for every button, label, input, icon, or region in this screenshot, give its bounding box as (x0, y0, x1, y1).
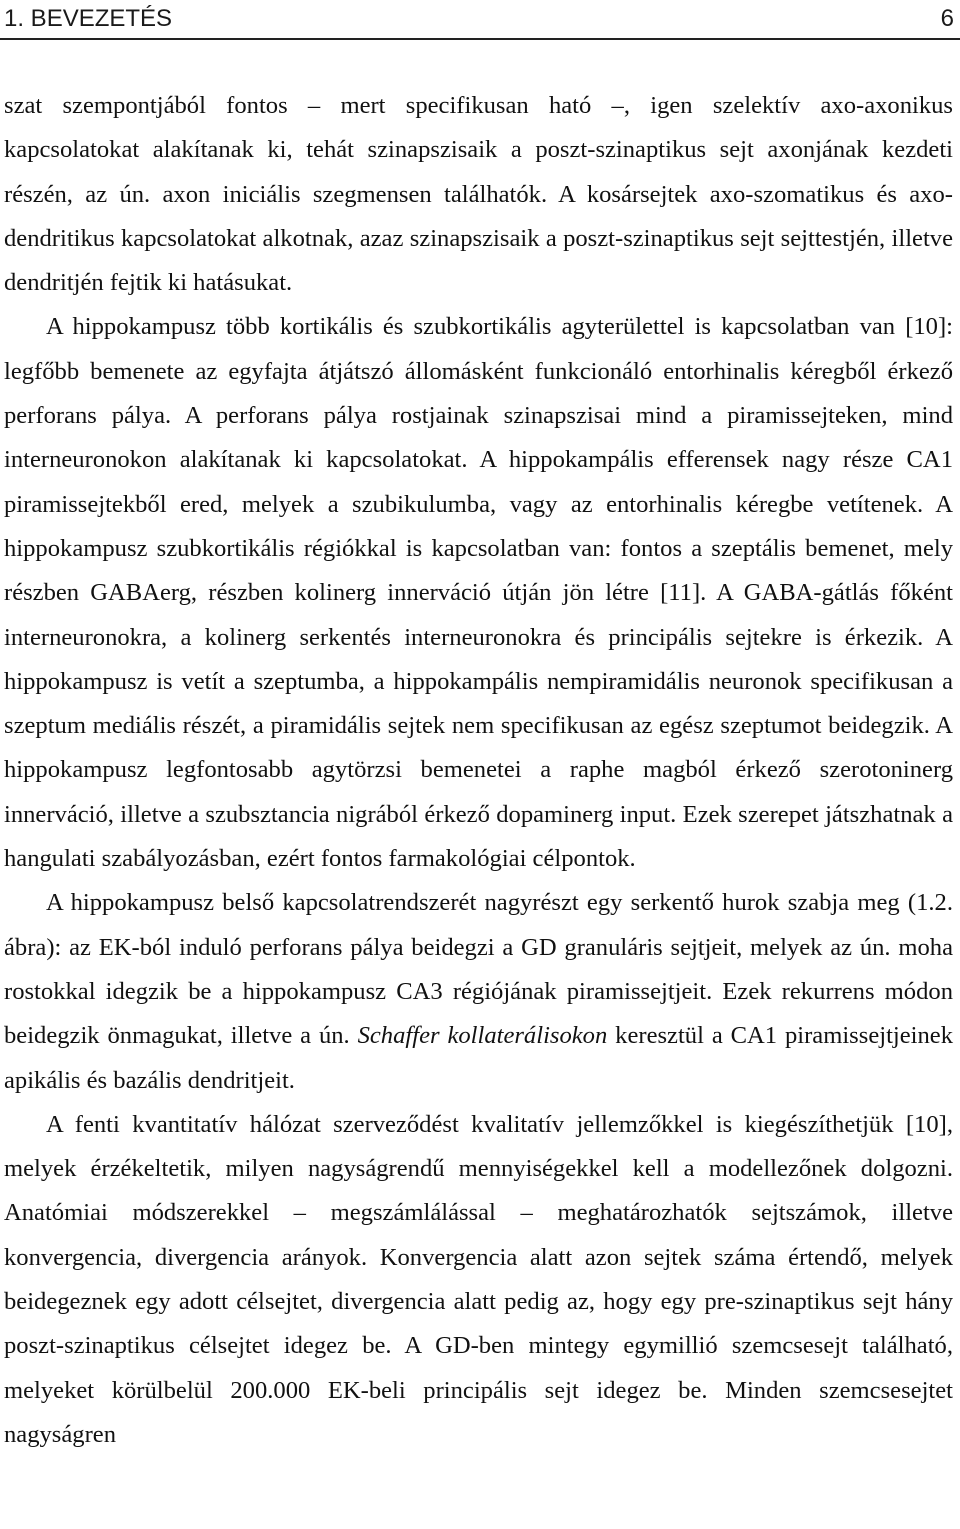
page-number: 6 (940, 5, 954, 32)
paragraph-text: keresztül a CA1 piramissejtjeinek apikális és bazális dendritjeit. (4, 1022, 953, 1094)
paragraph-connections (4, 305, 953, 881)
paragraph-quantitative (4, 1103, 953, 1457)
paragraph-internal-circuit (4, 881, 953, 1102)
running-header (4, 2, 954, 36)
paragraph-text: A fenti kvantitatív hálózat szerveződést kvalitatív jellemzőkkel is kiegészíthetjük [10], melyek érzékeltetik, milyen nagyságrendű mennyiségekkel kell a modellezőnek dolgozni. Anatómiai módszerekkel – megszámlálással – meghatározhatók sejtszámok, illetve konvergencia, divergencia arányok. Konvergencia alatt azon sejtek száma értendő, melyek beidegeznek egy adott célsejtet, divergencia alatt pedig az, hogy egy pre-szinaptikus sejt hány poszt-szinaptikus célsejtet idegez be. A GD-ben mintegy egymillió szemcsesejt található, melyeket körülbelül 200.000 EK-beli principális sejt idegez be. Minden szemcsesejtet nagyságren (4, 1110, 953, 1448)
paragraph-text: szat szempontjából fontos – mert specifikusan ható –, igen szelektív axo-axonikus kapcsolatokat alakítanak ki, tehát szinapszisaik a poszt-szinaptikus sejt axonjának kezdeti részén, az ún. axon iniciális szegmensen találhatók. A kosársejtek axo-szomatikus és axo-dendritikus kapcsolatokat alkotnak, azaz szinapszisaik a poszt-szinaptikus sejt sejttestjén, illetve dendritjén fejtik ki hatásukat. (4, 92, 953, 297)
paragraph-continuation (4, 84, 953, 305)
chapter-title: 1. BEVEZETÉS (4, 5, 173, 32)
italic-term: Schaffer kollaterálisokon (357, 1022, 608, 1050)
paragraph-text: A hippokampusz belső kapcsolatrendszerét nagyrészt egy serkentő hurok szabja meg (1.2. ábra): az EK-ból induló perforans pálya beidegzi a GD granuláris sejtjeit, melyek az ún. moha rostokkal idegzik be a hippokampusz CA3 régiójának piramissejtjeit. Ezek rekurrens módon beidegzik önmagukat, illetve a ún. (4, 889, 953, 1050)
paragraph-text: A hippokampusz több kortikális és szubkortikális agyterülettel is kapcsolatban van [10]: legfőbb bemenete az egyfajta átjátszó állomásként funkcionáló entorhinalis kéregből érkező perforans pálya. A perforans pálya rostjainak szinapszisai mind a piramissejteken, mind interneuronokon alakítanak ki kapcsolatokat. A hippokampális efferensek nagy része CA1 piramissejtekből ered, melyek a szubikulumba, vagy az entorhinalis kéregbe vetítenek. A hippokampusz szubkortikális régiókkal is kapcsolatban van: fontos a szeptális bemenet, mely részben GABAerg, részben kolinerg innerváció útján jön létre [11]. A GABA-gátlás főként interneuronokra, a kolinerg serkentés interneuronokra és principális sejtekre is érkezik. A hippokampusz is vetít a szeptumba, a hippokampális nempiramidális neuronok specifikusan a szeptum mediális részét, a piramidális sejtek nem specifikusan az egész szeptumot beidegzik. A hippokampusz legfontosabb agytörzsi bemenetei a raphe magból érkező szerotoninerg innerváció, illetve a szubsztancia nigrából érkező dopaminerg input. Ezek szerepet játszhatnak a hangulati szabályozásban, ezért fontos farmakológiai célpontok. (4, 313, 953, 873)
header-rule (0, 38, 960, 40)
body-text (4, 84, 953, 1457)
